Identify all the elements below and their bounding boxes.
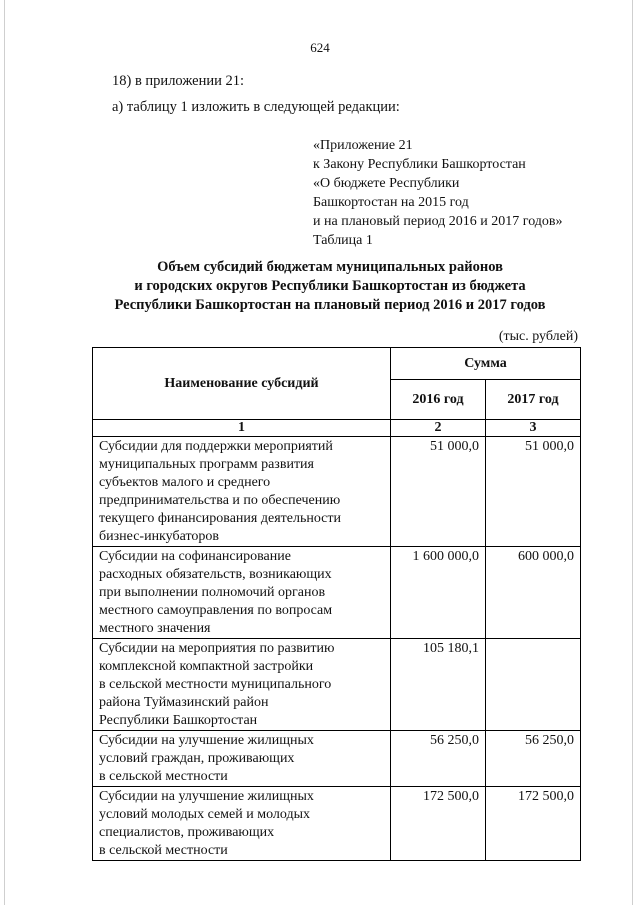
subsidy-name-line: в сельской местности (99, 769, 228, 784)
table-row (93, 639, 581, 731)
subsidy-name-line: предпринимательства и по обеспечению (99, 493, 341, 508)
subsidy-name-line: Субсидии на улучшение жилищных (99, 733, 314, 748)
paragraph-a: а) таблицу 1 изложить в следующей редакции: (112, 99, 400, 115)
amount-2017-cell: 56 250,0 (486, 731, 581, 787)
appendix-line: Башкортостан на 2015 год (313, 195, 469, 210)
amount-2016-cell: 51 000,0 (391, 437, 486, 547)
subsidy-name-line: Субсидии на улучшение жилищных (99, 789, 314, 804)
subsidy-name-line: бизнес-инкубаторов (99, 529, 219, 544)
subsidy-name-cell (93, 731, 391, 787)
header-row (93, 348, 581, 380)
column-index: 1 (93, 420, 391, 437)
subsidy-name-line: текущего финансирования деятельности (99, 511, 341, 526)
subsidy-name-line: в сельской местности муниципального (99, 677, 332, 692)
table-row (93, 787, 581, 861)
subsidy-name-cell (93, 787, 391, 861)
subsidies-table (92, 347, 581, 861)
subsidy-name-line: в сельской местности (99, 843, 228, 858)
amount-2016-cell: 56 250,0 (391, 731, 486, 787)
subsidy-name-line: условий граждан, проживающих (99, 751, 295, 766)
table-title-line: Республики Башкортостан на плановый период 2016 и 2017 годов (114, 297, 546, 313)
subsidy-name-cell (93, 639, 391, 731)
table-title-line: Объем субсидий бюджетам муниципальных районов (157, 259, 503, 275)
subsidy-name-cell (93, 437, 391, 547)
appendix-line: «Приложение 21 (313, 138, 413, 153)
table-title-line: и городских округов Республики Башкортостан из бюджета (134, 278, 526, 294)
table-row (93, 437, 581, 547)
scan-edge-right (632, 0, 633, 905)
units-label: (тыс. рублей) (498, 329, 578, 344)
appendix-line: к Закону Республики Башкортостан (313, 157, 526, 172)
subsidy-name-cell (93, 547, 391, 639)
col-name-header: Наименование субсидий (93, 348, 391, 420)
amount-2017-cell: 51 000,0 (486, 437, 581, 547)
appendix-line: Таблица 1 (313, 233, 373, 248)
appendix-header (313, 136, 563, 250)
column-index: 3 (486, 420, 581, 437)
page-number: 624 (310, 40, 330, 55)
subsidy-name-line: при выполнении полномочий органов (99, 585, 326, 600)
subsidy-name-line: Субсидии на софинансирование (99, 549, 291, 564)
col-sum-header: Сумма (391, 348, 581, 380)
subsidy-name-line: Субсидии для поддержки мероприятий (99, 439, 333, 454)
subsidy-name-line: местного самоуправления по вопросам (99, 603, 333, 618)
subsidy-name-line: расходных обязательств, возникающих (99, 567, 332, 582)
col-2017-header: 2017 год (486, 380, 581, 420)
amount-2016-cell: 105 180,1 (391, 639, 486, 731)
subsidy-name-line: Республики Башкортостан (99, 713, 258, 728)
amount-2017-cell (486, 639, 581, 731)
subsidy-name-line: условий молодых семей и молодых (99, 807, 311, 822)
scan-edge-left (4, 0, 5, 905)
column-index: 2 (391, 420, 486, 437)
table-row (93, 731, 581, 787)
paragraph-18: 18) в приложении 21: (112, 73, 245, 89)
table-title (80, 258, 580, 315)
amount-2017-cell: 172 500,0 (486, 787, 581, 861)
amount-2016-cell: 1 600 000,0 (391, 547, 486, 639)
subsidy-name-line: Субсидии на мероприятия по развитию (99, 641, 335, 656)
subsidy-name-line: комплексной компактной застройки (99, 659, 314, 674)
appendix-line: «О бюджете Республики (313, 176, 460, 191)
subsidy-name-line: муниципальных программ развития (99, 457, 314, 472)
col-2016-header: 2016 год (391, 380, 486, 420)
amount-2016-cell: 172 500,0 (391, 787, 486, 861)
subsidy-name-line: местного значения (99, 621, 211, 636)
subsidy-name-line: специалистов, проживающих (99, 825, 275, 840)
amount-2017-cell: 600 000,0 (486, 547, 581, 639)
appendix-line: и на плановый период 2016 и 2017 годов» (313, 214, 563, 229)
subsidy-name-line: субъектов малого и среднего (99, 475, 271, 490)
subsidy-name-line: района Туймазинский район (99, 695, 269, 710)
column-index-row (93, 420, 581, 437)
table-row (93, 547, 581, 639)
